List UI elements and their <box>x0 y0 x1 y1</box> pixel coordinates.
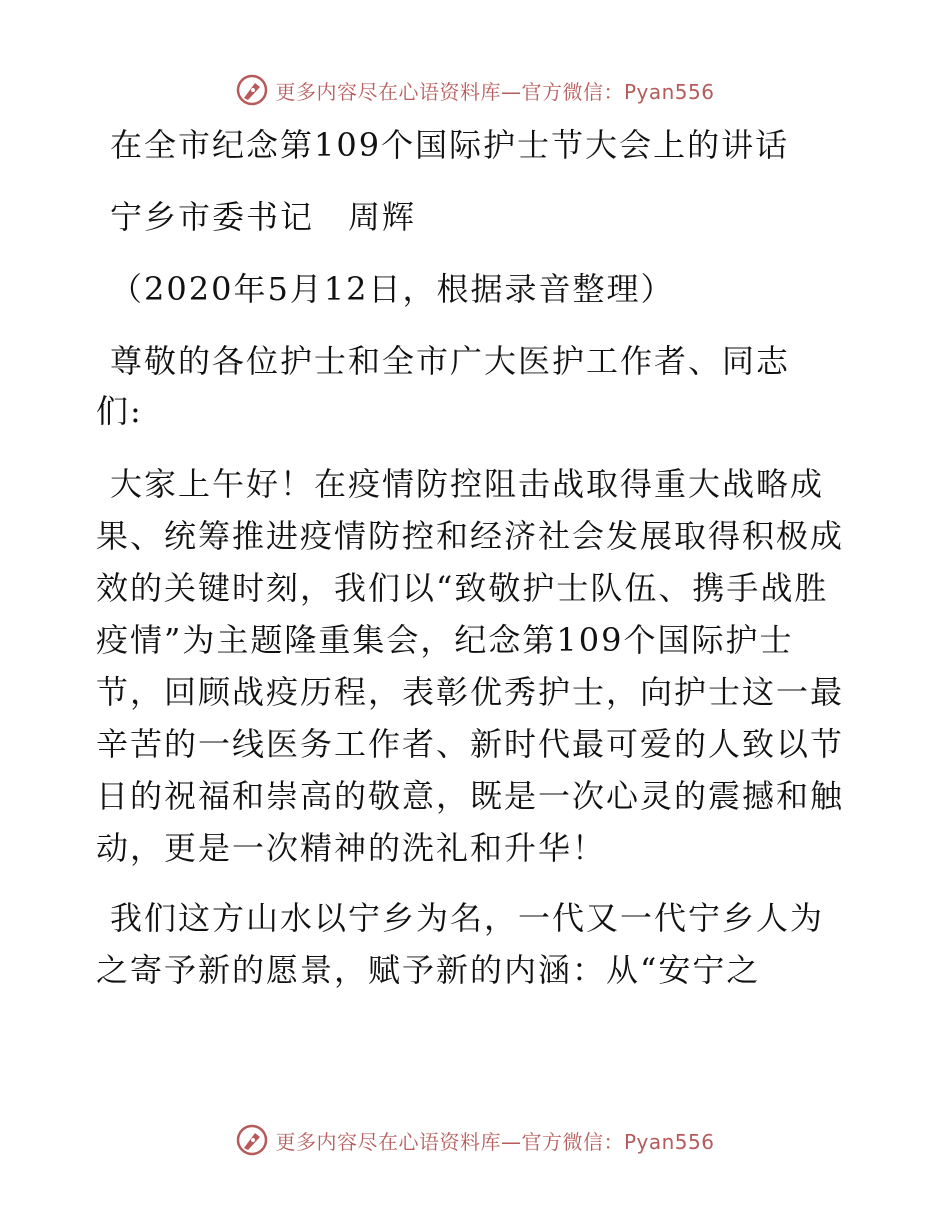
paragraph-line: 动，更是一次精神的洗礼和升华！ <box>96 829 607 867</box>
pen-nib-seal-icon <box>235 1123 269 1157</box>
author-line: 宁乡市委书记 周辉 <box>110 198 417 236</box>
paragraph-line: 大家上午好！在疫情防控阻击战取得重大战略成 <box>110 465 825 503</box>
paragraph-line: 日的祝福和崇高的敬意，既是一次心灵的震撼和触 <box>96 777 845 815</box>
salutation-line: 尊敬的各位护士和全市广大医护工作者、同志 <box>110 342 791 380</box>
paragraph-line: 效的关键时刻，我们以“致敬护士队伍、携手战胜 <box>96 569 829 607</box>
document-title: 在全市纪念第109个国际护士节大会上的讲话 <box>110 126 790 164</box>
watermark-text: 更多内容尽在心语资料库—官方微信：Pyan556 <box>275 79 715 104</box>
header-watermark <box>0 70 950 110</box>
date-note: （2020年5月12日，根据录音整理） <box>110 270 675 308</box>
paragraph-line: 节，回顾战疫历程，表彰优秀护士，向护士这一最 <box>96 673 845 711</box>
paragraph-line: 之寄予新的愿景，赋予新的内涵：从“安宁之 <box>96 951 761 989</box>
salutation <box>96 336 856 436</box>
document-body <box>96 120 856 996</box>
paragraph-line: 我们这方山水以宁乡为名，一代又一代宁乡人为 <box>110 899 825 937</box>
watermark-text: 更多内容尽在心语资料库—官方微信：Pyan556 <box>275 1129 715 1154</box>
paragraph-line: 辛苦的一线医务工作者、新时代最可爱的人致以节 <box>96 725 845 763</box>
paragraph-2 <box>96 892 856 996</box>
footer-watermark <box>0 1120 950 1160</box>
paragraph-1 <box>96 458 856 874</box>
salutation-line: 们: <box>96 392 143 430</box>
pen-nib-seal-icon <box>235 73 269 107</box>
paragraph-line: 果、统筹推进疫情防控和经济社会发展取得积极成 <box>96 517 845 555</box>
paragraph-line: 疫情”为主题隆重集会，纪念第109个国际护士 <box>96 621 794 659</box>
